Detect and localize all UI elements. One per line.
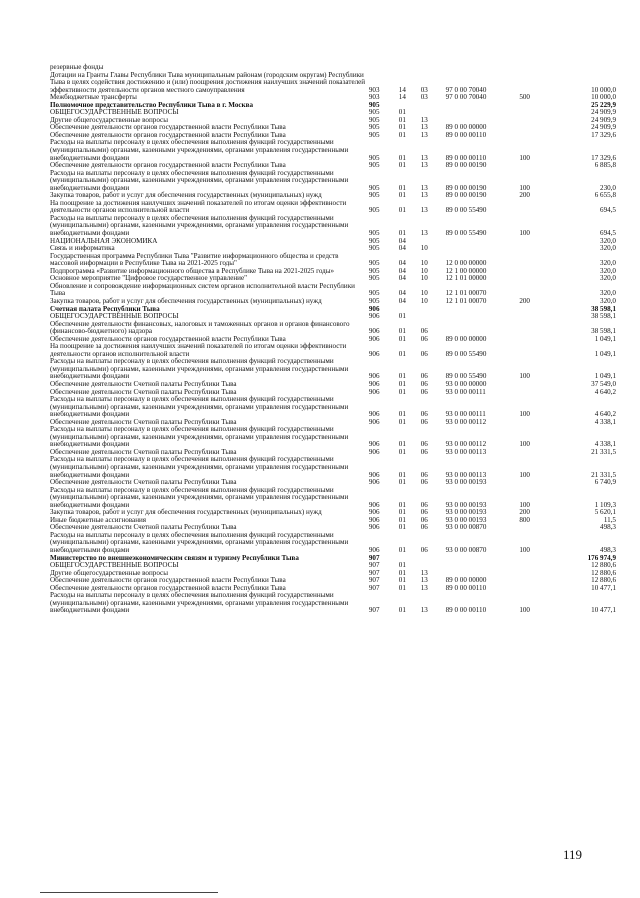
row-amount: 694,5 [600,229,616,238]
row-section-code: 01 [398,206,406,215]
row-expense-type: 100 [519,606,530,615]
row-target-article: 97 0 00 70040 [445,85,487,94]
row-name: Обеспечение деятельности органов государственной власти Республики Тыва [50,576,286,585]
row-target-article: 89 0 00 55490 [445,206,487,215]
table-row [50,426,616,449]
row-amount: 6 655,8 [594,191,616,200]
row-ministry-code: 905 [368,123,380,132]
row-subsection-code: 13 [420,130,428,139]
row-section-code: 04 [398,259,406,268]
row-section-code: 01 [398,161,406,170]
row-name: Обеспечение деятельности Счетной палаты Республики Тыва [50,387,237,396]
row-section-code: 01 [398,500,406,509]
row-section-code: 04 [398,236,406,245]
row-section-code: 04 [398,296,406,305]
row-subsection-code: 10 [420,244,428,253]
row-name: Расходы на выплаты персоналу в целях обеспечения выполнения функций государственными (муниципальными) органами, казенными учреждениями, органами управления государственными внебюджетными фондами [50,213,349,238]
table-row [50,170,616,193]
row-subsection-code: 06 [420,515,428,524]
row-target-article: 93 0 00 00193 [445,508,487,517]
row-name: НАЦИОНАЛЬНАЯ ЭКОНОМИКА [50,236,158,245]
row-subsection-code: 06 [420,417,428,426]
row-name: Закупка товаров, работ и услуг для обеспечения государственных (муниципальных) нужд [50,508,322,517]
row-name: Государственная программа Республики Тыва "Развитие информационного общества и средств массовой информации в Республике Тыва на 2021-2025 годы" [50,251,339,268]
row-amount: 320,0 [600,274,616,283]
row-name: Обеспечение деятельности органов государственной власти Республики Тыва [50,161,286,170]
row-ministry-code: 906 [368,447,380,456]
row-section-code: 01 [398,546,406,554]
row-ministry-code: 906 [368,417,380,426]
row-amount: 17 329,6 [591,153,616,162]
row-ministry-code: 905 [368,244,380,253]
row-name: Расходы на выплаты персоналу в целях обеспечения выполнения функций государственными (муниципальными) органами, казенными учреждениями, органами управления государственными внебюджетными фондами [50,485,349,509]
row-section-code: 01 [398,312,406,321]
row-amount: 12 880,6 [591,568,616,577]
row-subsection-code: 06 [420,508,428,517]
row-section-code: 01 [398,349,406,358]
row-amount: 1 049,1 [594,334,616,343]
row-target-article: 93 0 00 00113 [445,447,487,456]
table-row [50,238,616,246]
row-subsection-code: 10 [420,259,428,268]
row-expense-type: 100 [519,229,530,238]
row-target-article: 93 0 00 00193 [445,515,487,524]
row-target-article: 93 0 00 00111 [445,410,486,419]
row-name: ОБЩЕГОСУДАРСТВЕННЫЕ ВОПРОСЫ [50,312,179,321]
row-target-article: 93 0 00 00112 [445,440,487,449]
row-name: резервные фонды [50,63,104,71]
row-ministry-code: 907 [368,553,380,562]
row-name: Обеспечение деятельности органов государственной власти Республики Тыва [50,334,286,343]
row-ministry-code: 905 [368,191,380,200]
row-subsection-code: 06 [420,372,428,381]
row-subsection-code: 06 [420,546,428,554]
row-ministry-code: 906 [368,500,380,509]
row-target-article: 93 0 00 00000 [445,379,487,388]
row-subsection-code: 10 [420,266,428,275]
row-target-article: 93 0 00 00113 [445,470,487,479]
row-amount: 498,3 [600,523,616,532]
row-target-article: 93 0 00 00870 [445,523,487,532]
row-target-article: 89 0 00 55490 [445,349,487,358]
row-section-code: 01 [398,606,406,615]
row-name: Расходы на выплаты персоналу в целях обеспечения выполнения функций государственными (муниципальными) органами, казенными учреждениями, органами управления государственными внебюджетными фондами [50,395,349,419]
row-name: Закупка товаров, работ и услуг для обеспечения государственных (муниципальных) нужд [50,296,322,305]
row-ministry-code: 905 [368,229,380,238]
row-section-code: 04 [398,244,406,253]
row-target-article: 89 0 00 55490 [445,372,487,381]
row-amount: 5 620,1 [594,508,616,517]
row-amount: 24 909,9 [591,123,616,132]
row-target-article: 93 0 00 00111 [445,387,486,396]
row-ministry-code: 905 [368,100,380,109]
row-amount: 1 109,3 [594,500,616,509]
row-subsection-code: 06 [420,470,428,479]
row-name: Обеспечение деятельности Счетной палаты Республики Тыва [50,379,237,388]
table-row [50,283,616,298]
row-name: Счетная палата Республики Тыва [50,304,160,313]
row-amount: 4 640,2 [594,387,616,396]
row-section-code: 01 [398,334,406,343]
row-name: Обеспечение деятельности Счетной палаты Республики Тыва [50,478,237,487]
row-ministry-code: 906 [368,379,380,388]
row-section-code: 01 [398,130,406,139]
row-section-code: 01 [398,379,406,388]
row-ministry-code: 907 [368,561,380,570]
row-ministry-code: 905 [368,259,380,268]
row-name: Обеспечение деятельности органов государственной власти Республики Тыва [50,123,286,132]
row-ministry-code: 906 [368,349,380,358]
row-ministry-code: 906 [368,508,380,517]
row-name: Дотации на Гранты Главы Республики Тыва муниципальным районам (городским округам) Республики Тыва в целях содействия достижению и (или) поощрения достижения наилучших значений показателей эффективности деятельности органов местного самоуправления [50,70,366,94]
row-name: ОБЩЕГОСУДАРСТВЕННЫЕ ВОПРОСЫ [50,108,179,117]
row-name: Обеспечение деятельности финансовых, налоговых и таможенных органов и органов финансового (финансово-бюджетного) надзора [50,319,350,336]
row-amount: 12 880,6 [591,561,616,570]
row-target-article: 89 0 00 00110 [445,153,487,162]
row-section-code: 04 [398,289,406,298]
row-section-code: 01 [398,576,406,585]
row-expense-type: 100 [519,440,530,449]
row-amount: 230,0 [600,183,616,192]
row-expense-type: 100 [519,153,530,162]
row-name: Другие общегосударственные вопросы [50,568,168,577]
row-subsection-code: 13 [420,583,428,592]
table-row [50,139,616,162]
row-section-code: 01 [398,561,406,570]
row-name: Подпрограмма «Развитие информационного общества в Республике Тыва на 2021-2025 годы» [50,266,335,275]
row-amount: 12 880,6 [591,576,616,585]
row-expense-type: 100 [519,470,530,479]
row-amount: 10 477,1 [591,583,616,592]
row-subsection-code: 13 [420,576,428,585]
row-target-article: 89 0 00 00110 [445,606,487,615]
row-ministry-code: 906 [368,523,380,532]
row-name: Расходы на выплаты персоналу в целях обеспечения выполнения функций государственными (муниципальными) органами, казенными учреждениями, органами управления государственными внебюджетными фондами [50,138,349,162]
row-target-article: 89 0 00 00000 [445,334,487,343]
row-subsection-code: 03 [420,93,428,102]
row-ministry-code: 903 [368,93,380,102]
row-amount: 25 229,9 [591,100,616,109]
row-section-code: 01 [398,523,406,532]
row-ministry-code: 905 [368,206,380,215]
row-subsection-code: 13 [420,115,428,124]
row-target-article: 12 1 01 00070 [445,296,487,305]
row-amount: 320,0 [600,259,616,268]
row-ministry-code: 907 [368,583,380,592]
row-subsection-code: 13 [420,161,428,170]
table-row [50,72,616,95]
row-section-code: 01 [398,108,406,117]
row-ministry-code: 906 [368,334,380,343]
row-subsection-code: 06 [420,327,428,336]
row-amount: 176 974,9 [587,553,616,562]
row-subsection-code: 13 [420,206,428,215]
row-amount: 21 331,5 [591,447,616,456]
row-section-code: 01 [398,447,406,456]
row-expense-type: 100 [519,410,530,419]
row-ministry-code: 905 [368,153,380,162]
row-subsection-code: 06 [420,410,428,419]
row-amount: 24 909,9 [591,108,616,117]
row-amount: 11,5 [603,515,616,524]
row-subsection-code: 06 [420,523,428,532]
row-amount: 1 049,1 [594,349,616,358]
row-name: Расходы на выплаты персоналу в целях обеспечения выполнения функций государственными (муниципальными) органами, казенными учреждениями, органами управления государственными внебюджетными фондами [50,357,349,381]
footnote-separator [40,892,218,893]
row-target-article: 12 1 01 00070 [445,289,487,298]
row-name: ОБЩЕГОСУДАРСТВЕННЫЕ ВОПРОСЫ [50,561,179,570]
row-expense-type: 200 [519,508,530,517]
row-name: Обеспечение деятельности Счетной палаты Республики Тыва [50,447,237,456]
row-expense-type: 100 [519,546,530,554]
row-target-article: 12 1 00 00000 [445,266,487,275]
row-name: Расходы на выплаты персоналу в целях обеспечения выполнения функций государственными (муниципальными) органами, казенными учреждениями, органами управления государственными внебюджетными фондами [50,168,349,192]
row-ministry-code: 906 [368,478,380,487]
table-row [50,487,616,510]
row-target-article: 89 0 00 00190 [445,191,487,200]
row-target-article: 12 1 01 00000 [445,274,487,283]
row-amount: 320,0 [600,236,616,245]
row-amount: 37 549,0 [591,379,616,388]
row-subsection-code: 06 [420,379,428,388]
table-row [50,396,616,419]
row-amount: 38 598,1 [591,304,616,313]
row-ministry-code: 906 [368,304,380,313]
row-ministry-code: 905 [368,183,380,192]
row-target-article: 89 0 00 00000 [445,576,487,585]
row-subsection-code: 10 [420,289,428,298]
row-section-code: 01 [398,153,406,162]
row-section-code: 01 [398,327,406,336]
row-name: Иные бюджетные ассигнования [50,515,147,524]
row-name: Обеспечение деятельности органов государственной власти Республики Тыва [50,130,286,139]
row-ministry-code: 906 [368,440,380,449]
row-name: Расходы на выплаты персоналу в целях обеспечения выполнения функций государственными (муниципальными) органами, казенными учреждениями, органами управления государственными внебюджетными фондами [50,455,349,479]
row-section-code: 01 [398,515,406,524]
row-section-code: 01 [398,470,406,479]
row-subsection-code: 13 [420,606,428,615]
row-subsection-code: 13 [420,183,428,192]
row-section-code: 01 [398,417,406,426]
row-subsection-code: 13 [420,123,428,132]
row-subsection-code: 13 [420,568,428,577]
table-row [50,358,616,381]
row-name: Расходы на выплаты персоналу в целях обеспечения выполнения функций государственными (муниципальными) органами, казенными учреждениями, органами управления государственными внебюджетными фондами [50,591,349,615]
row-target-article: 93 0 00 00193 [445,500,487,509]
row-expense-type: 500 [519,93,530,102]
row-section-code: 04 [398,266,406,275]
row-subsection-code: 06 [420,500,428,509]
row-amount: 498,3 [600,546,616,554]
row-ministry-code: 906 [368,327,380,336]
row-ministry-code: 907 [368,568,380,577]
row-ministry-code: 905 [368,115,380,124]
row-ministry-code: 905 [368,161,380,170]
row-section-code: 04 [398,274,406,283]
table-row [50,200,616,215]
table-row [50,321,616,336]
table-row [50,456,616,479]
row-section-code: 01 [398,372,406,381]
row-ministry-code: 905 [368,130,380,139]
row-subsection-code: 06 [420,440,428,449]
row-amount: 4 338,1 [594,417,616,426]
table-row [50,253,616,268]
row-section-code: 01 [398,440,406,449]
row-target-article: 89 0 00 00110 [445,583,487,592]
row-ministry-code: 906 [368,546,380,554]
row-subsection-code: 10 [420,296,428,305]
row-section-code: 01 [398,183,406,192]
row-subsection-code: 06 [420,478,428,487]
row-amount: 24 909,9 [591,115,616,124]
row-amount: 38 598,1 [591,327,616,336]
row-expense-type: 200 [519,191,530,200]
row-ministry-code: 907 [368,606,380,615]
row-ministry-code: 906 [368,410,380,419]
row-target-article: 89 0 00 00110 [445,130,487,139]
row-subsection-code: 13 [420,229,428,238]
row-amount: 1 049,1 [594,372,616,381]
row-name: Министерство по внешнеэкономическим связям и туризму Республики Тыва [50,553,299,562]
row-name: Расходы на выплаты персоналу в целях обеспечения выполнения функций государственными (муниципальными) органами, казенными учреждениями, органами управления государственными внебюджетными фондами [50,425,349,449]
row-amount: 10 000,0 [591,85,616,94]
row-target-article: 93 0 00 00193 [445,478,487,487]
row-amount: 320,0 [600,266,616,275]
table-row [50,592,616,615]
row-target-article: 93 0 00 00112 [445,417,487,426]
row-ministry-code: 906 [368,515,380,524]
row-expense-type: 200 [519,296,530,305]
row-name: На поощрение за достижения наилучших значений показателей по итогам оценки эффективности деятельности органов исполнительной власти [50,198,347,215]
row-expense-type: 100 [519,183,530,192]
row-section-code: 01 [398,583,406,592]
row-section-code: 01 [398,229,406,238]
row-expense-type: 800 [519,515,530,524]
row-target-article: 89 0 00 00190 [445,161,487,170]
row-amount: 10 000,0 [591,93,616,102]
row-amount: 4 640,2 [594,410,616,419]
row-subsection-code: 10 [420,274,428,283]
row-amount: 320,0 [600,289,616,298]
row-ministry-code: 905 [368,266,380,275]
row-subsection-code: 06 [420,334,428,343]
row-ministry-code: 905 [368,289,380,298]
row-amount: 21 331,5 [591,470,616,479]
row-section-code: 01 [398,478,406,487]
table-row [50,343,616,358]
row-name: Обеспечение деятельности Счетной палаты Республики Тыва [50,523,237,532]
row-ministry-code: 905 [368,274,380,283]
row-target-article: 12 0 00 00000 [445,259,487,268]
row-ministry-code: 905 [368,108,380,117]
row-section-code: 01 [398,387,406,396]
row-amount: 320,0 [600,244,616,253]
row-target-article: 89 0 00 55490 [445,229,487,238]
row-name: Основное мероприятие "Цифровое государственное управление" [50,274,248,283]
row-ministry-code: 905 [368,296,380,305]
row-ministry-code: 903 [368,85,380,94]
row-section-code: 01 [398,508,406,517]
table-row [50,215,616,238]
row-amount: 6 740,9 [594,478,616,487]
row-name: Закупка товаров, работ и услуг для обеспечения государственных (муниципальных) нужд [50,191,322,200]
row-ministry-code: 906 [368,312,380,321]
row-section-code: 14 [398,85,406,94]
row-name: Другие общегосударственные вопросы [50,115,168,124]
row-section-code: 01 [398,410,406,419]
row-target-article: 97 0 00 70040 [445,93,487,102]
row-target-article: 93 0 00 00870 [445,546,487,554]
row-name: Обеспечение деятельности Счетной палаты Республики Тыва [50,417,237,426]
row-subsection-code: 06 [420,349,428,358]
row-name: На поощрение за достижения наилучших значений показателей по итогам оценки эффективности деятельности органов исполнительной власти [50,342,347,358]
row-amount: 320,0 [600,296,616,305]
row-ministry-code: 906 [368,387,380,396]
row-name: Обеспечение деятельности органов государственной власти Республики Тыва [50,583,286,592]
row-amount: 4 338,1 [594,440,616,449]
row-subsection-code: 13 [420,191,428,200]
page-number: 119 [563,847,583,862]
row-name: Межбюджетные трансферты [50,93,137,102]
row-subsection-code: 06 [420,387,428,396]
row-name: Полномочное представительство Республики Тыва в г. Москва [50,100,254,109]
row-subsection-code: 06 [420,447,428,456]
row-subsection-code: 13 [420,153,428,162]
row-target-article: 89 0 00 00000 [445,123,487,132]
row-ministry-code: 906 [368,372,380,381]
row-section-code: 01 [398,191,406,200]
budget-table [50,64,616,615]
row-target-article: 89 0 00 00190 [445,183,487,192]
row-amount: 38 598,1 [591,312,616,321]
row-name: Расходы на выплаты персоналу в целях обеспечения выполнения функций государственными (муниципальными) органами, казенными учреждениями, органами управления государственными внебюджетными фондами [50,530,349,554]
row-ministry-code: 907 [368,576,380,585]
row-amount: 694,5 [600,206,616,215]
row-amount: 10 477,1 [591,606,616,615]
row-expense-type: 100 [519,500,530,509]
row-subsection-code: 03 [420,85,428,94]
row-ministry-code: 906 [368,470,380,479]
row-expense-type: 100 [519,372,530,381]
row-section-code: 01 [398,568,406,577]
row-section-code: 01 [398,115,406,124]
row-amount: 6 885,8 [594,161,616,170]
row-section-code: 01 [398,123,406,132]
row-section-code: 14 [398,93,406,102]
table-row [50,532,616,555]
row-ministry-code: 905 [368,236,380,245]
row-name: Обновление и сопровождение информационных систем органов исполнительной власти Республики Тыва [50,281,355,298]
row-amount: 17 329,6 [591,130,616,139]
row-name: Связь и информатика [50,244,115,253]
